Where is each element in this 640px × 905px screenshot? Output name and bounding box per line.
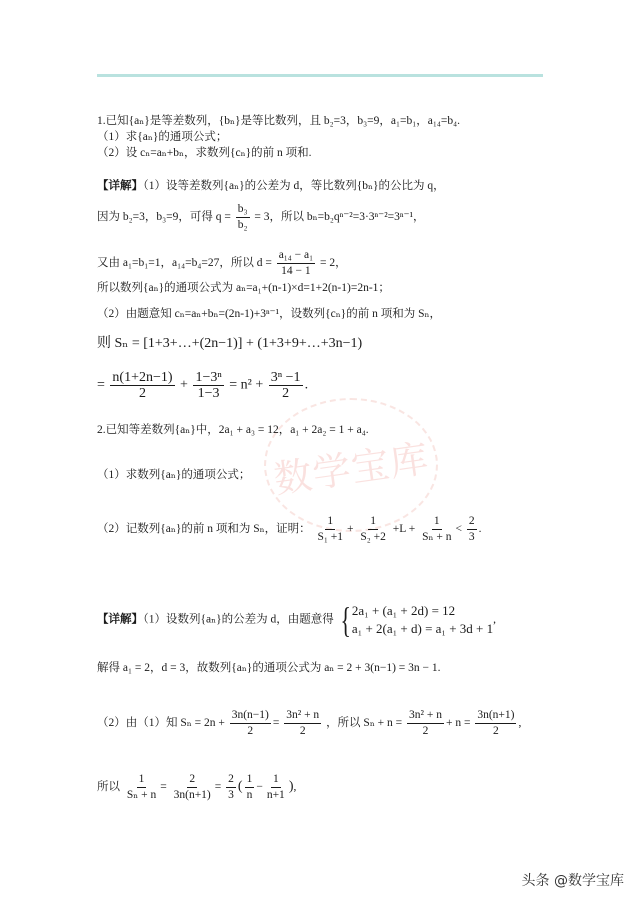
- source-credit: 头条 @数学宝库: [521, 873, 624, 889]
- fraction-q: $\frac{\text{b₃}}{\text{b₂}}$: [237, 203, 248, 231]
- problem1-part2: （2）设 cₙ=aₙ+bₙ，求数列{cₙ}的前 n 项和.: [97, 147, 312, 159]
- problem1-part1: （1）求{aₙ}的通项公式；: [97, 131, 228, 143]
- watermark-text: 数学宝库: [271, 435, 432, 502]
- problem1-solution-line2: 因为 b₂=3，b₃=9，可得 q = $\frac{\text{b₃}}{\text{b₂}}$ = 3，所以 bₙ=b₂qⁿ⁻²=3·3ⁿ⁻²=3ⁿ⁻¹，: [97, 203, 425, 231]
- problem1-solution-line3: 又由 a₁=b₁=1，a₁₄=b₄=27，所以 d = $\frac{\text{a₁₄ − a₁}}{14 - 1}$ = 2，: [97, 249, 347, 277]
- watermark-stamp: [264, 398, 438, 532]
- problem2-part1: （1）求数列{aₙ}的通项公式；: [97, 469, 251, 481]
- problem2-solution-line3: （2）由（1）知 Sₙ = 2n + $\frac{3n(n-1)}{2}$ = $\frac{\text{3n² + n}}{2}$ ，所以 Sₙ + n = $\frac{\text{3n² + n}}{2}$ + n = $\frac{3n(n+1)}{2}$ ,: [97, 709, 522, 737]
- problem2-solution-line1: 【详解】（1）设数列{aₙ}的公差为 d，由题意得 { 2a₁ + (a₁ + 2d) = 12 a₁ + 2(a₁ + d) = a₁ + 3d + 1 ,: [97, 600, 497, 640]
- problem1-solution-line7: = $\frac{n(1+2n-1)}{2}$ + $\frac{\text{1−3ⁿ}}{1-3}$ = n² + $\frac{\text{3ⁿ −1}}{2}$ .: [97, 370, 309, 401]
- problem2-part2: （2）记数列{aₙ}的前 n 项和为 Sₙ，证明： $\frac{1}{\text{S₁ +1}}$ + $\frac{1}{\text{S₂ +2}}$ +L + $\frac{1}{\text{Sₙ + n}}$ < $\frac{2}{3}$ .: [97, 515, 482, 543]
- problem2-solution-line2: 解得 a₁ = 2，d = 3，故数列{aₙ}的通项公式为 aₙ = 2 + 3(n−1) = 3n − 1.: [97, 662, 441, 674]
- top-divider-rule: [97, 74, 543, 77]
- equation-system: { 2a₁ + (a₁ + 2d) = 12 a₁ + 2(a₁ + d) = a₁ + 3d + 1: [340, 600, 494, 640]
- problem1-solution-line6: 则 Sₙ = [1+3+…+(2n−1)] + (1+3+9+…+3n−1): [97, 336, 363, 351]
- problem1-solution-line4: 所以数列{aₙ}的通项公式为 aₙ=a₁+(n-1)×d=1+2(n-1)=2n-1；: [97, 282, 390, 294]
- solution-tag: 【详解】: [97, 180, 143, 192]
- problem1-solution-line1: 【详解】（1）设等差数列{aₙ}的公差为 d，等比数列{bₙ}的公比为 q，: [97, 180, 445, 192]
- problem1-solution-line5: （2）由题意知 cₙ=aₙ+bₙ=(2n-1)+3ⁿ⁻¹，设数列{cₙ}的前 n 项和为 Sₙ，: [97, 308, 441, 320]
- problem2-stem: 2.已知等差数列{aₙ}中，2a₁ + a₃ = 12，a₁ + 2a₂ = 1 + a₄.: [97, 424, 369, 436]
- problem1-stem: 1.已知{aₙ}是等差数列，{bₙ}是等比数列，且 b₂=3，b₃=9，a₁=b₁，a₁₄=b₄.: [97, 115, 460, 127]
- fraction-d: $\frac{\text{a₁₄ − a₁}}{14 - 1}$: [278, 249, 314, 277]
- problem2-solution-line4: 所以 $\frac{1}{\text{Sₙ + n}}$ = $\frac{2}{3n(n+1)}$ = $\frac{2}{3}$ ( $\frac{1}{n}$ − $\frac{1}{n+1}$ ),: [97, 773, 297, 801]
